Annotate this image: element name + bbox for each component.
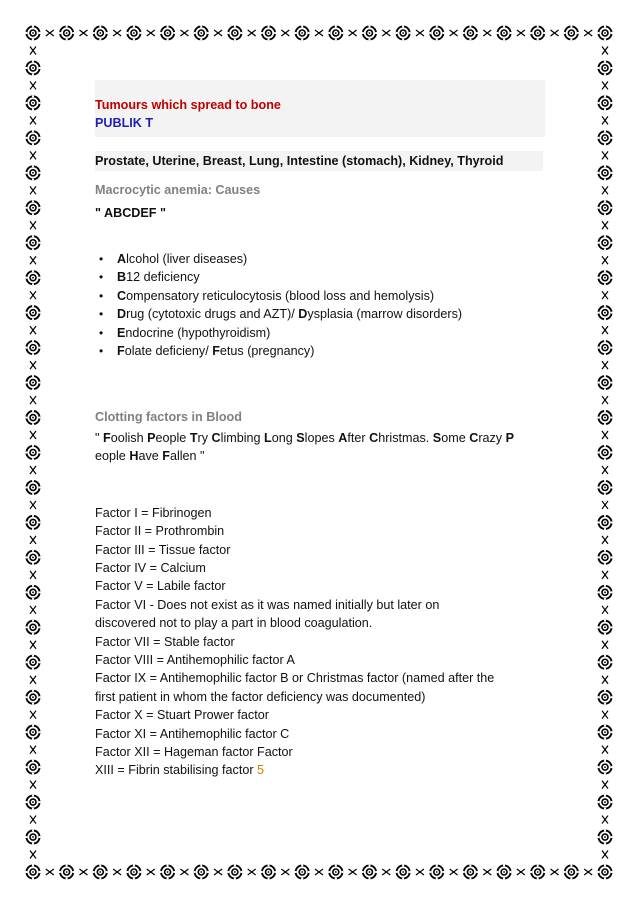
mnemonic-publik-t: PUBLIK T (95, 116, 154, 131)
factor-line: Factor VIII = Antihemophilic factor A (95, 652, 295, 667)
cause-text: etus (pregnancy) (219, 344, 315, 359)
page-number: 5 (257, 763, 265, 778)
anemia-cause-item (99, 305, 545, 323)
document-content (95, 80, 545, 780)
mnemonic-text: " (95, 430, 103, 445)
mnemonic-text: oolish (110, 430, 148, 445)
bullet-icon: • (99, 325, 104, 340)
mnemonic-clotting-line-2 (95, 447, 545, 465)
mnemonic-text: ave (138, 449, 163, 464)
mnemonic-text: limbing (220, 430, 265, 445)
bullet-icon: • (99, 307, 104, 322)
bullet-icon: • (99, 252, 104, 267)
mnemonic-letter: A (117, 252, 127, 267)
mnemonic-text: fter (347, 430, 370, 445)
cause-text: rug (cytotoxic drugs and AZT)/ (126, 307, 299, 322)
cause-text: 12 deficiency (126, 270, 200, 285)
mnemonic-letter: E (117, 325, 126, 340)
bullet-icon: • (99, 270, 104, 285)
cause-text: ysplasia (marrow disorders) (307, 307, 463, 322)
bullet-icon: • (99, 344, 104, 359)
tumour-section (95, 80, 545, 137)
bullet-icon: • (99, 288, 104, 303)
mnemonic-letter: D (117, 307, 127, 322)
mnemonic-text: lopes (304, 430, 339, 445)
anemia-causes-list (95, 250, 545, 360)
mnemonic-letter: C (369, 430, 379, 445)
factor-line: Factor X = Stuart Prower factor (95, 708, 269, 723)
mnemonic-letter: C (211, 430, 221, 445)
mnemonic-letter: T (189, 430, 198, 445)
factor-line: Factor II = Prothrombin (95, 524, 225, 539)
factor-line: Factor XI = Antihemophilic factor C (95, 726, 290, 741)
mnemonic-letter: F (117, 344, 125, 359)
section-title-clotting-factors: Clotting factors in Blood (95, 410, 242, 425)
mnemonic-text: razy (478, 430, 506, 445)
mnemonic-text: allen " (169, 449, 205, 464)
section-title-macrocytic-anemia: Macrocytic anemia: Causes (95, 183, 261, 198)
cause-text: ompensatory reticulocytosis (blood loss and hemolysis) (126, 288, 435, 303)
factor-line: Factor VII = Stable factor (95, 634, 235, 649)
mnemonic-letter: C (117, 288, 127, 303)
factor-line: Factor V = Labile factor (95, 579, 226, 594)
anemia-cause-item (99, 250, 545, 268)
mnemonic-letter: S (432, 430, 442, 445)
mnemonic-letter: C (469, 430, 479, 445)
cause-text: ndocrine (hypothyroidism) (125, 325, 271, 340)
mnemonic-clotting-line-1 (95, 429, 545, 447)
mnemonic-letter: B (117, 270, 127, 285)
mnemonic-text: eople (95, 449, 130, 464)
section-title-tumours: Tumours which spread to bone (95, 98, 281, 112)
factor-line: Factor IV = Calcium (95, 560, 206, 575)
factor-xiii-line (95, 761, 545, 779)
anemia-cause-item (99, 287, 545, 305)
tumour-list: Prostate, Uterine, Breast, Lung, Intestine (stomach), Kidney, Thyroid (95, 151, 543, 171)
factor-line: Factor III = Tissue factor (95, 542, 231, 557)
factor-line: Factor VI - Does not exist as it was named initially but later on (95, 597, 440, 612)
mnemonic-text: eople (155, 430, 190, 445)
factor-line: Factor XII = Hageman factor Factor (95, 744, 293, 759)
factor-line: discovered not to play a part in blood coagulation. (95, 616, 373, 631)
mnemonic-letter: P (505, 430, 515, 445)
anemia-cause-item (99, 342, 545, 360)
mnemonic-text: ry (197, 430, 212, 445)
anemia-cause-item (99, 324, 545, 342)
mnemonic-abcdef: " ABCDEF " (95, 205, 166, 220)
mnemonic-letter: D (298, 307, 308, 322)
mnemonic-letter: L (264, 430, 272, 445)
mnemonic-text: hristmas. (378, 430, 433, 445)
clotting-factor-list (95, 504, 545, 762)
mnemonic-letter: A (338, 430, 348, 445)
factor-line: first patient in whom the factor deficiency was documented) (95, 689, 426, 704)
mnemonic-letter: F (102, 430, 111, 445)
cause-text: olate deficieny/ (124, 344, 213, 359)
cause-text: lcohol (liver diseases) (126, 252, 248, 267)
mnemonic-letter: H (129, 449, 139, 464)
factor-line: Factor I = Fibrinogen (95, 505, 212, 520)
factor-line: Factor IX = Antihemophilic factor B or Christmas factor (named after the (95, 671, 495, 686)
factor-xiii-text: XIII = Fibrin stabilising factor (95, 763, 258, 778)
anemia-cause-item (99, 268, 545, 286)
mnemonic-text: ome (441, 430, 470, 445)
mnemonic-letter: S (296, 430, 305, 445)
mnemonic-letter: F (162, 449, 170, 464)
mnemonic-letter: F (212, 344, 220, 359)
mnemonic-letter: P (147, 430, 156, 445)
mnemonic-text: ong (271, 430, 297, 445)
